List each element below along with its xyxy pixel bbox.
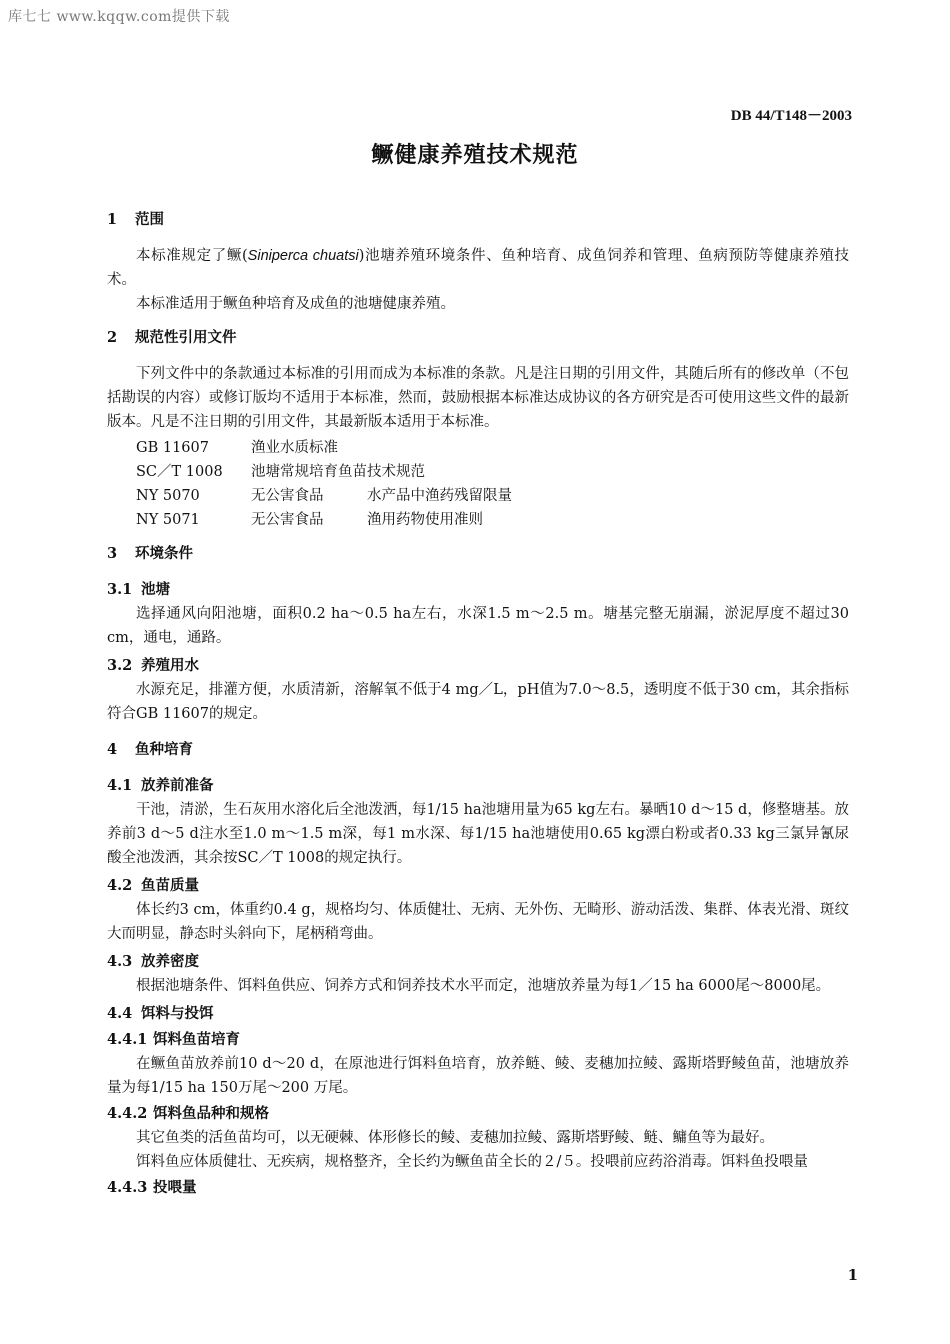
subsection-4-4-heading: 4.4 饵料与投饵 [107, 1005, 214, 1022]
paragraph: 选择通风向阳池塘，面积0.2 ha～0.5 ha左右，水深1.5 m～2.5 m。塘基完整无崩漏，淤泥厚度不超过30 cm，通电，通路。 [107, 606, 849, 646]
reference-code: NY 5070 [136, 488, 200, 504]
reference-code: SC／T 1008 [136, 464, 223, 480]
paragraph: 水源充足，排灌方便，水质清新，溶解氧不低于4 mg／L，pH值为7.0～8.5，透明度不低于30 cm，其余指标符合GB 11607的规定。 [107, 682, 849, 722]
paragraph: 干池，清淤，生石灰用水溶化后全池泼洒，每1/15 ha池塘用量为65 kg左右。暴晒10 d～15 d，修整塘基。放养前3 d～5 d注水至1.0 m～1.5 m深，每1 m水深、每1/15 ha池塘使用0.65 kg漂白粉或者0.33 kg三氯异氰尿酸全池泼洒，其余按SC／T 1008的规定执行。 [107, 802, 849, 866]
watermark: 库七七 www.kqqw.com提供下载 [8, 9, 230, 25]
section-1-heading [107, 208, 849, 232]
section-number: 3 [107, 545, 118, 562]
reference-row [136, 508, 512, 532]
reference-category: 无公害食品 [251, 512, 324, 528]
reference-title: 水产品中渔药残留限量 [367, 488, 512, 504]
reference-title: 渔用药物使用准则 [367, 512, 483, 528]
subsection-3-1-heading: 3.1 池塘 [107, 581, 170, 598]
scientific-name: Siniperca chuatsi [247, 248, 359, 264]
reference-code: GB 11607 [136, 440, 209, 456]
section-title: 鱼种培育 [135, 741, 193, 758]
reference-row [136, 436, 512, 460]
paragraph: 饵料鱼应体质健壮、无疾病，规格整齐，全长约为鳜鱼苗全长的２/５。投喂前应药浴消毒。饵料鱼投喂量 [136, 1154, 808, 1170]
page-number: 1 [847, 1266, 858, 1284]
subsection-4-4-3-heading: 4.4.3 投喂量 [107, 1179, 197, 1196]
paragraph: 本标准规定了鳜(Siniperca chuatsi)池塘养殖环境条件、鱼种培育、成鱼饲养和管理、鱼病预防等健康养殖技术。 [107, 248, 850, 288]
references-table [136, 436, 512, 532]
subsection-4-2-heading: 4.2 鱼苗质量 [107, 877, 199, 894]
reference-code: NY 5071 [136, 512, 200, 528]
section-4-heading [107, 738, 849, 762]
paragraph: 根据池塘条件、饵料鱼供应、饲养方式和饲养技术水平而定，池塘放养量为每1／15 ha 6000尾～8000尾。 [136, 978, 831, 994]
section-title: 规范性引用文件 [135, 329, 237, 346]
subsection-4-4-1-heading: 4.4.1 饵料鱼苗培育 [107, 1031, 240, 1048]
subsection-3-2-heading: 3.2 养殖用水 [107, 657, 199, 674]
paragraph: 体长约3 cm，体重约0.4 g，规格均匀、体质健壮、无病、无外伤、无畸形、游动活泼、集群、体表光滑、斑纹大而明显，静态时头斜向下，尾柄稍弯曲。 [107, 902, 849, 942]
section-title: 环境条件 [135, 545, 193, 562]
document-body [107, 208, 849, 1200]
reference-title: 池塘常规培育鱼苗技术规范 [251, 464, 425, 480]
reference-row [136, 460, 512, 484]
reference-row [136, 484, 512, 508]
section-number: 2 [107, 329, 118, 346]
page-title: 鳜健康养殖技术规范 [371, 142, 579, 168]
reference-category: 无公害食品 [251, 488, 324, 504]
section-number: 4 [107, 741, 118, 758]
paragraph: 下列文件中的条款通过本标准的引用而成为本标准的条款。凡是注日期的引用文件，其随后所有的修改单（不包括勘误的内容）或修订版均不适用于本标准，然而，鼓励根据本标准达成协议的各方研究是否可使用这些文件的最新版本。凡是不注日期的引用文件，其最新版本适用于本标准。 [107, 366, 849, 430]
reference-title: 渔业水质标准 [251, 440, 338, 456]
paragraph: 在鳜鱼苗放养前10 d～20 d，在原池进行饵料鱼培育，放养鲢、鲮、麦穗加拉鲮、露斯塔野鲮鱼苗，池塘放养量为每1/15 ha 150万尾～200 万尾。 [107, 1056, 849, 1096]
subsection-4-3-heading: 4.3 放养密度 [107, 953, 199, 970]
paragraph: 本标准适用于鳜鱼种培育及成鱼的池塘健康养殖。 [136, 296, 455, 312]
paragraph: 其它鱼类的活鱼苗均可，以无硬棘、体形修长的鲮、麦穗加拉鲮、露斯塔野鲮、鲢、鳙鱼等为最好。 [136, 1130, 774, 1146]
document-number: DB 44/T148－2003 [730, 108, 852, 124]
subsection-4-1-heading: 4.1 放养前准备 [107, 777, 214, 794]
section-2-heading [107, 326, 849, 350]
section-3-heading [107, 542, 849, 566]
section-number: 1 [107, 211, 118, 228]
section-title: 范围 [135, 211, 164, 228]
subsection-4-4-2-heading: 4.4.2 饵料鱼品种和规格 [107, 1105, 269, 1122]
